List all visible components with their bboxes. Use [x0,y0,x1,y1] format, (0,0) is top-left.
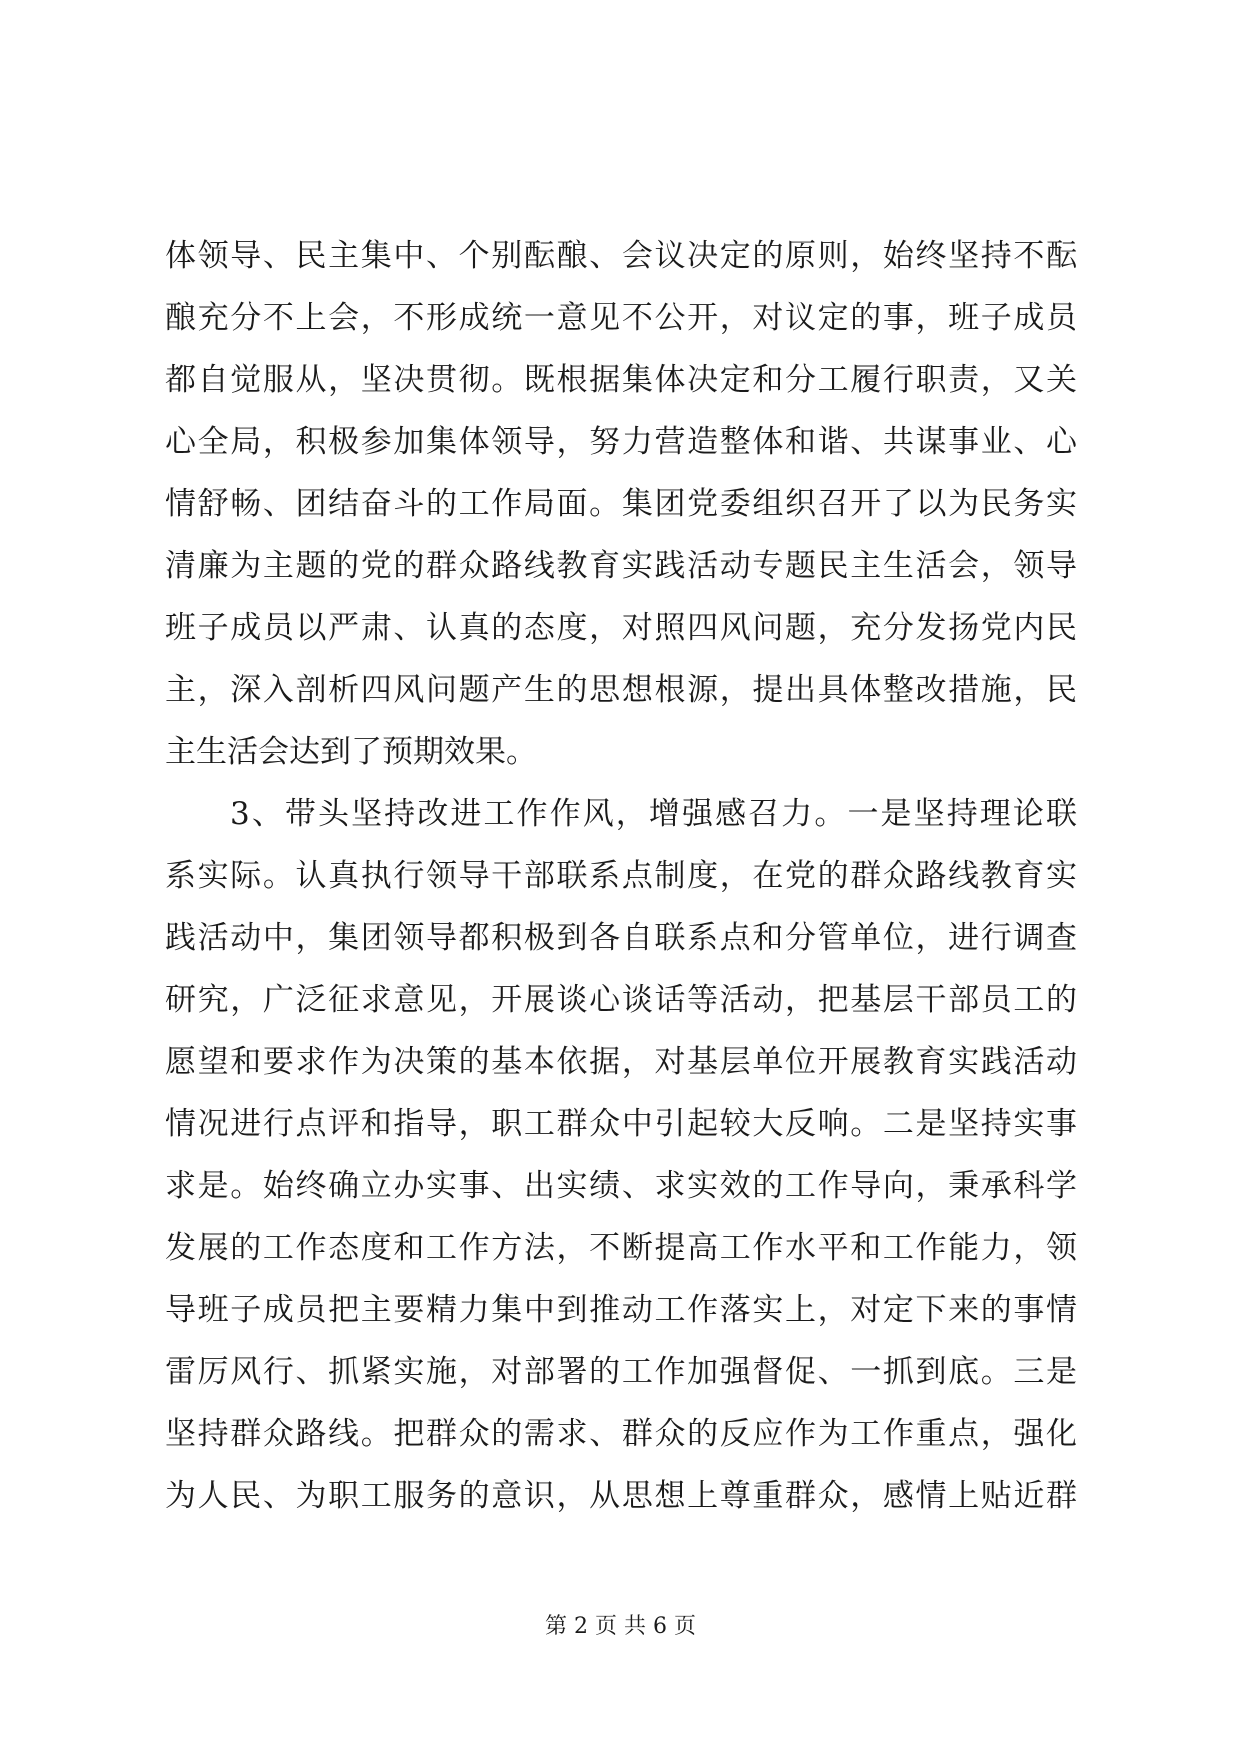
text-line: 系实际。认真执行领导干部联系点制度，在党的群众路线教育实 [165,858,1077,894]
page-number-footer: 第 2 页 共 6 页 [545,1614,696,1639]
text-line: 雷厉风行、抓紧实施，对部署的工作加强督促、一抓到底。三是 [165,1354,1077,1390]
text-line: 酿充分不上会，不形成统一意见不公开，对议定的事，班子成员 [165,300,1077,336]
text-line: 发展的工作态度和工作方法，不断提高工作水平和工作能力，领 [165,1230,1077,1266]
text-line: 班子成员以严肃、认真的态度，对照四风问题，充分发扬党内民 [165,610,1077,646]
text-line: 主，深入剖析四风问题产生的思想根源，提出具体整改措施，民 [165,672,1077,708]
text-line: 为人民、为职工服务的意识，从思想上尊重群众，感情上贴近群 [165,1478,1077,1514]
text-line: 心全局，积极参加集体领导，努力营造整体和谐、共谋事业、心 [165,424,1077,460]
text-line: 情舒畅、团结奋斗的工作局面。集团党委组织召开了以为民务实 [165,486,1077,522]
text-line: 研究，广泛征求意见，开展谈心谈话等活动，把基层干部员工的 [165,982,1077,1018]
text-line: 践活动中，集团领导都积极到各自联系点和分管单位，进行调查 [165,920,1077,956]
text-line: 愿望和要求作为决策的基本依据，对基层单位开展教育实践活动 [165,1044,1077,1080]
text-line: 导班子成员把主要精力集中到推动工作落实上，对定下来的事情 [165,1292,1077,1328]
text-line: 都自觉服从，坚决贯彻。既根据集体决定和分工履行职责，又关 [165,362,1077,398]
paragraph-start-line: 3、带头坚持改进工作作风，增强感召力。一是坚持理论联 [230,796,1077,832]
text-line: 清廉为主题的党的群众路线教育实践活动专题民主生活会，领导 [165,548,1077,584]
text-line: 主生活会达到了预期效果。 [165,734,537,770]
text-line: 情况进行点评和指导，职工群众中引起较大反响。二是坚持实事 [165,1106,1077,1142]
text-line: 坚持群众路线。把群众的需求、群众的反应作为工作重点，强化 [165,1416,1077,1452]
text-line: 求是。始终确立办实事、出实绩、求实效的工作导向，秉承科学 [165,1168,1077,1204]
body-text [165,225,1077,1527]
text-line: 体领导、民主集中、个别酝酿、会议决定的原则，始终坚持不酝 [165,238,1077,274]
